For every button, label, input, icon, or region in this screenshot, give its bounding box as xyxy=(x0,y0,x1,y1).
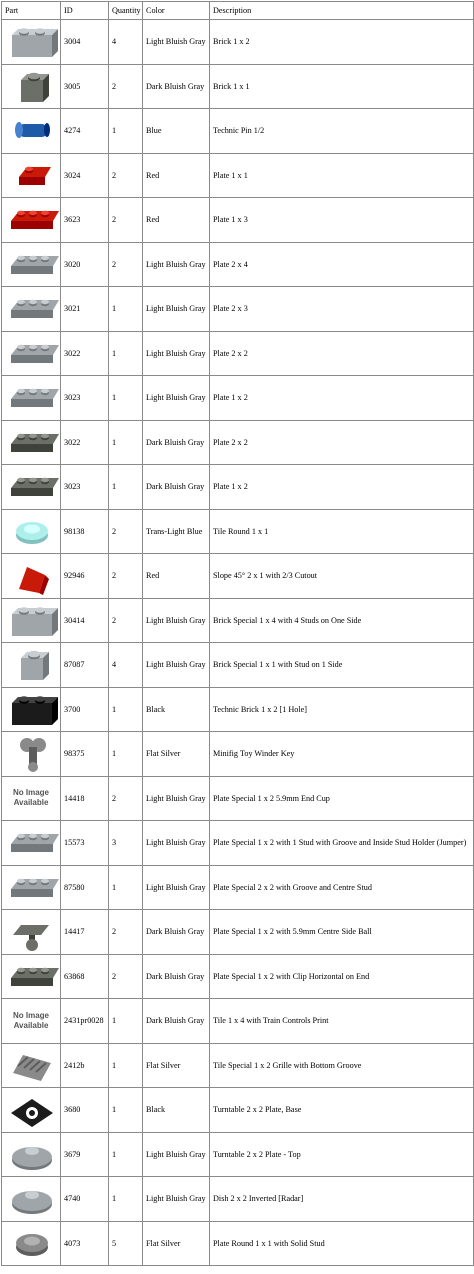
part-description: Plate Special 1 x 2 with 5.9mm Centre Side Ball xyxy=(210,910,474,955)
table-row xyxy=(2,153,474,198)
plate-1x3-icon xyxy=(5,199,59,240)
part-color: Dark Bluish Gray xyxy=(143,420,210,465)
no-image-placeholder xyxy=(5,1011,57,1031)
part-id: 14417 xyxy=(61,910,109,955)
parts-table-body xyxy=(2,20,474,1266)
part-description: Brick Special 1 x 4 with 4 Studs on One Side xyxy=(210,598,474,643)
table-row xyxy=(2,643,474,688)
part-image-cell xyxy=(2,1221,61,1266)
no-image-text: No Image xyxy=(12,1010,49,1020)
part-quantity: 1 xyxy=(109,420,143,465)
part-color: Flat Silver xyxy=(143,732,210,777)
part-description: Brick Special 1 x 1 with Stud on 1 Side xyxy=(210,643,474,688)
table-row xyxy=(2,287,474,332)
table-row xyxy=(2,242,474,287)
part-description: Minifig Toy Winder Key xyxy=(210,732,474,777)
table-row xyxy=(2,821,474,866)
brick-1x1-icon xyxy=(5,66,59,107)
part-description: Plate 2 x 4 xyxy=(210,242,474,287)
part-quantity: 1 xyxy=(109,865,143,910)
turntable-base-icon xyxy=(5,1089,59,1130)
part-id: 3679 xyxy=(61,1132,109,1177)
header-id: ID xyxy=(61,2,109,20)
part-image-cell xyxy=(2,1043,61,1088)
part-quantity: 1 xyxy=(109,1177,143,1222)
plate-2x2-icon xyxy=(5,333,59,374)
part-id: 3021 xyxy=(61,287,109,332)
part-description: Plate Special 1 x 2 5.9mm End Cup xyxy=(210,776,474,821)
part-id: 3700 xyxy=(61,687,109,732)
part-color: Dark Bluish Gray xyxy=(143,465,210,510)
part-image-cell xyxy=(2,465,61,510)
part-description: Plate Special 1 x 2 with Clip Horizontal on End xyxy=(210,954,474,999)
part-image-cell xyxy=(2,999,61,1044)
part-id: 3680 xyxy=(61,1088,109,1133)
part-image-cell xyxy=(2,420,61,465)
part-id: 63868 xyxy=(61,954,109,999)
grille-tile-icon xyxy=(5,1045,59,1086)
part-color: Dark Bluish Gray xyxy=(143,954,210,999)
part-id: 92946 xyxy=(61,554,109,599)
part-image-cell xyxy=(2,732,61,777)
part-image-cell xyxy=(2,242,61,287)
table-row xyxy=(2,198,474,243)
part-description: Brick 1 x 1 xyxy=(210,64,474,109)
no-image-text: Available xyxy=(13,1020,49,1030)
part-color: Light Bluish Gray xyxy=(143,287,210,332)
part-quantity: 2 xyxy=(109,954,143,999)
part-quantity: 1 xyxy=(109,1132,143,1177)
part-description: Tile Special 1 x 2 Grille with Bottom Groove xyxy=(210,1043,474,1088)
part-color: Light Bluish Gray xyxy=(143,643,210,688)
part-color: Red xyxy=(143,554,210,599)
part-image-cell xyxy=(2,776,61,821)
part-id: 3022 xyxy=(61,420,109,465)
table-row xyxy=(2,376,474,421)
plate-ball-icon xyxy=(5,911,59,952)
part-image-cell xyxy=(2,687,61,732)
part-quantity: 1 xyxy=(109,1043,143,1088)
technic-pin-icon xyxy=(5,110,59,151)
part-color: Flat Silver xyxy=(143,1221,210,1266)
part-id: 3004 xyxy=(61,20,109,65)
part-id: 3024 xyxy=(61,153,109,198)
header-quantity: Quantity xyxy=(109,2,143,20)
part-quantity: 2 xyxy=(109,598,143,643)
part-description: Plate 2 x 2 xyxy=(210,420,474,465)
part-description: Dish 2 x 2 Inverted [Radar] xyxy=(210,1177,474,1222)
no-image-placeholder xyxy=(5,788,57,808)
part-id: 2431pr0028 xyxy=(61,999,109,1044)
plate-1x2-icon xyxy=(5,377,59,418)
part-image-cell xyxy=(2,287,61,332)
tile-round-icon xyxy=(5,511,59,552)
table-row xyxy=(2,865,474,910)
table-row xyxy=(2,109,474,154)
part-quantity: 2 xyxy=(109,776,143,821)
table-row xyxy=(2,999,474,1044)
part-image-cell xyxy=(2,643,61,688)
part-description: Plate Special 1 x 2 with 1 Stud with Groove and Inside Stud Holder (Jumper) xyxy=(210,821,474,866)
table-row xyxy=(2,64,474,109)
part-id: 30414 xyxy=(61,598,109,643)
part-description: Plate 1 x 3 xyxy=(210,198,474,243)
part-quantity: 2 xyxy=(109,153,143,198)
part-description: Technic Brick 1 x 2 [1 Hole] xyxy=(210,687,474,732)
part-description: Plate 1 x 2 xyxy=(210,465,474,510)
plate-2x4-icon xyxy=(5,244,59,285)
part-id: 3023 xyxy=(61,465,109,510)
part-id: 98375 xyxy=(61,732,109,777)
part-image-cell xyxy=(2,109,61,154)
table-row xyxy=(2,509,474,554)
part-description: Plate 2 x 2 xyxy=(210,331,474,376)
plate-2x2-icon xyxy=(5,422,59,463)
jumper-plate-icon xyxy=(5,822,59,863)
part-color: Light Bluish Gray xyxy=(143,776,210,821)
table-row xyxy=(2,1088,474,1133)
part-id: 3005 xyxy=(61,64,109,109)
turntable-top-icon xyxy=(5,1134,59,1175)
no-image-text: Available xyxy=(13,798,49,808)
plate-clip-icon xyxy=(5,956,59,997)
part-color: Light Bluish Gray xyxy=(143,242,210,287)
part-description: Plate 2 x 3 xyxy=(210,287,474,332)
part-image-cell xyxy=(2,376,61,421)
part-color: Light Bluish Gray xyxy=(143,376,210,421)
part-quantity: 1 xyxy=(109,287,143,332)
table-row xyxy=(2,1043,474,1088)
table-row xyxy=(2,465,474,510)
part-quantity: 1 xyxy=(109,1088,143,1133)
part-description: Tile Round 1 x 1 xyxy=(210,509,474,554)
no-image-text: No Image xyxy=(12,788,49,798)
part-quantity: 4 xyxy=(109,20,143,65)
part-image-cell xyxy=(2,331,61,376)
table-row xyxy=(2,1221,474,1266)
table-row xyxy=(2,1177,474,1222)
table-row xyxy=(2,954,474,999)
table-row xyxy=(2,732,474,777)
part-image-cell xyxy=(2,153,61,198)
part-description: Turntable 2 x 2 Plate - Top xyxy=(210,1132,474,1177)
part-image-cell xyxy=(2,20,61,65)
part-quantity: 1 xyxy=(109,465,143,510)
part-quantity: 3 xyxy=(109,821,143,866)
part-image-cell xyxy=(2,1088,61,1133)
part-id: 87087 xyxy=(61,643,109,688)
brick-studs-side-icon xyxy=(5,600,59,641)
part-color: Light Bluish Gray xyxy=(143,598,210,643)
plate-1x2-icon xyxy=(5,466,59,507)
part-color: Black xyxy=(143,687,210,732)
part-image-cell xyxy=(2,554,61,599)
part-quantity: 2 xyxy=(109,509,143,554)
part-image-cell xyxy=(2,509,61,554)
header-part: Part xyxy=(2,2,61,20)
part-id: 2412b xyxy=(61,1043,109,1088)
table-row xyxy=(2,554,474,599)
part-color: Dark Bluish Gray xyxy=(143,910,210,955)
table-row xyxy=(2,1132,474,1177)
part-image-cell xyxy=(2,954,61,999)
part-color: Trans-Light Blue xyxy=(143,509,210,554)
part-description: Plate Round 1 x 1 with Solid Stud xyxy=(210,1221,474,1266)
part-quantity: 1 xyxy=(109,687,143,732)
part-quantity: 1 xyxy=(109,331,143,376)
part-color: Dark Bluish Gray xyxy=(143,999,210,1044)
slope-icon xyxy=(5,555,59,596)
part-id: 4740 xyxy=(61,1177,109,1222)
part-id: 98138 xyxy=(61,509,109,554)
part-color: Blue xyxy=(143,109,210,154)
table-row xyxy=(2,420,474,465)
part-id: 14418 xyxy=(61,776,109,821)
plate-center-stud-icon xyxy=(5,867,59,908)
part-description: Tile 1 x 4 with Train Controls Print xyxy=(210,999,474,1044)
part-color: Light Bluish Gray xyxy=(143,331,210,376)
part-image-cell xyxy=(2,865,61,910)
plate-1x1-icon xyxy=(5,155,59,196)
part-id: 3023 xyxy=(61,376,109,421)
part-description: Slope 45° 2 x 1 with 2/3 Cutout xyxy=(210,554,474,599)
header-row xyxy=(2,2,474,20)
part-color: Light Bluish Gray xyxy=(143,20,210,65)
part-color: Light Bluish Gray xyxy=(143,821,210,866)
part-color: Black xyxy=(143,1088,210,1133)
part-image-cell xyxy=(2,1132,61,1177)
part-color: Flat Silver xyxy=(143,1043,210,1088)
part-id: 4274 xyxy=(61,109,109,154)
table-row xyxy=(2,910,474,955)
part-image-cell xyxy=(2,910,61,955)
dish-icon xyxy=(5,1178,59,1219)
part-image-cell xyxy=(2,821,61,866)
part-image-cell xyxy=(2,198,61,243)
part-description: Technic Pin 1/2 xyxy=(210,109,474,154)
round-plate-icon xyxy=(5,1223,59,1264)
part-description: Plate Special 2 x 2 with Groove and Centre Stud xyxy=(210,865,474,910)
part-image-cell xyxy=(2,1177,61,1222)
part-id: 3022 xyxy=(61,331,109,376)
header-description: Description xyxy=(210,2,474,20)
part-quantity: 5 xyxy=(109,1221,143,1266)
part-quantity: 4 xyxy=(109,643,143,688)
part-quantity: 2 xyxy=(109,64,143,109)
part-description: Turntable 2 x 2 Plate, Base xyxy=(210,1088,474,1133)
part-color: Red xyxy=(143,198,210,243)
brick-stud-side-icon xyxy=(5,644,59,685)
parts-table xyxy=(1,1,474,1266)
part-color: Light Bluish Gray xyxy=(143,865,210,910)
part-quantity: 1 xyxy=(109,732,143,777)
part-id: 87580 xyxy=(61,865,109,910)
part-color: Light Bluish Gray xyxy=(143,1132,210,1177)
header-color: Color xyxy=(143,2,210,20)
winder-key-icon xyxy=(5,733,59,774)
brick-1x2-icon xyxy=(5,21,59,62)
part-color: Light Bluish Gray xyxy=(143,1177,210,1222)
part-quantity: 1 xyxy=(109,999,143,1044)
part-quantity: 2 xyxy=(109,242,143,287)
part-id: 15573 xyxy=(61,821,109,866)
part-quantity: 2 xyxy=(109,554,143,599)
table-row xyxy=(2,598,474,643)
part-quantity: 1 xyxy=(109,376,143,421)
table-row xyxy=(2,331,474,376)
table-row xyxy=(2,776,474,821)
table-row xyxy=(2,20,474,65)
part-image-cell xyxy=(2,598,61,643)
part-id: 3623 xyxy=(61,198,109,243)
table-row xyxy=(2,687,474,732)
part-description: Plate 1 x 1 xyxy=(210,153,474,198)
part-quantity: 2 xyxy=(109,198,143,243)
part-id: 3020 xyxy=(61,242,109,287)
technic-brick-icon xyxy=(5,689,59,730)
part-id: 4073 xyxy=(61,1221,109,1266)
part-color: Red xyxy=(143,153,210,198)
part-color: Dark Bluish Gray xyxy=(143,64,210,109)
plate-2x3-icon xyxy=(5,288,59,329)
part-image-cell xyxy=(2,64,61,109)
part-quantity: 2 xyxy=(109,910,143,955)
part-description: Brick 1 x 2 xyxy=(210,20,474,65)
part-quantity: 1 xyxy=(109,109,143,154)
part-description: Plate 1 x 2 xyxy=(210,376,474,421)
